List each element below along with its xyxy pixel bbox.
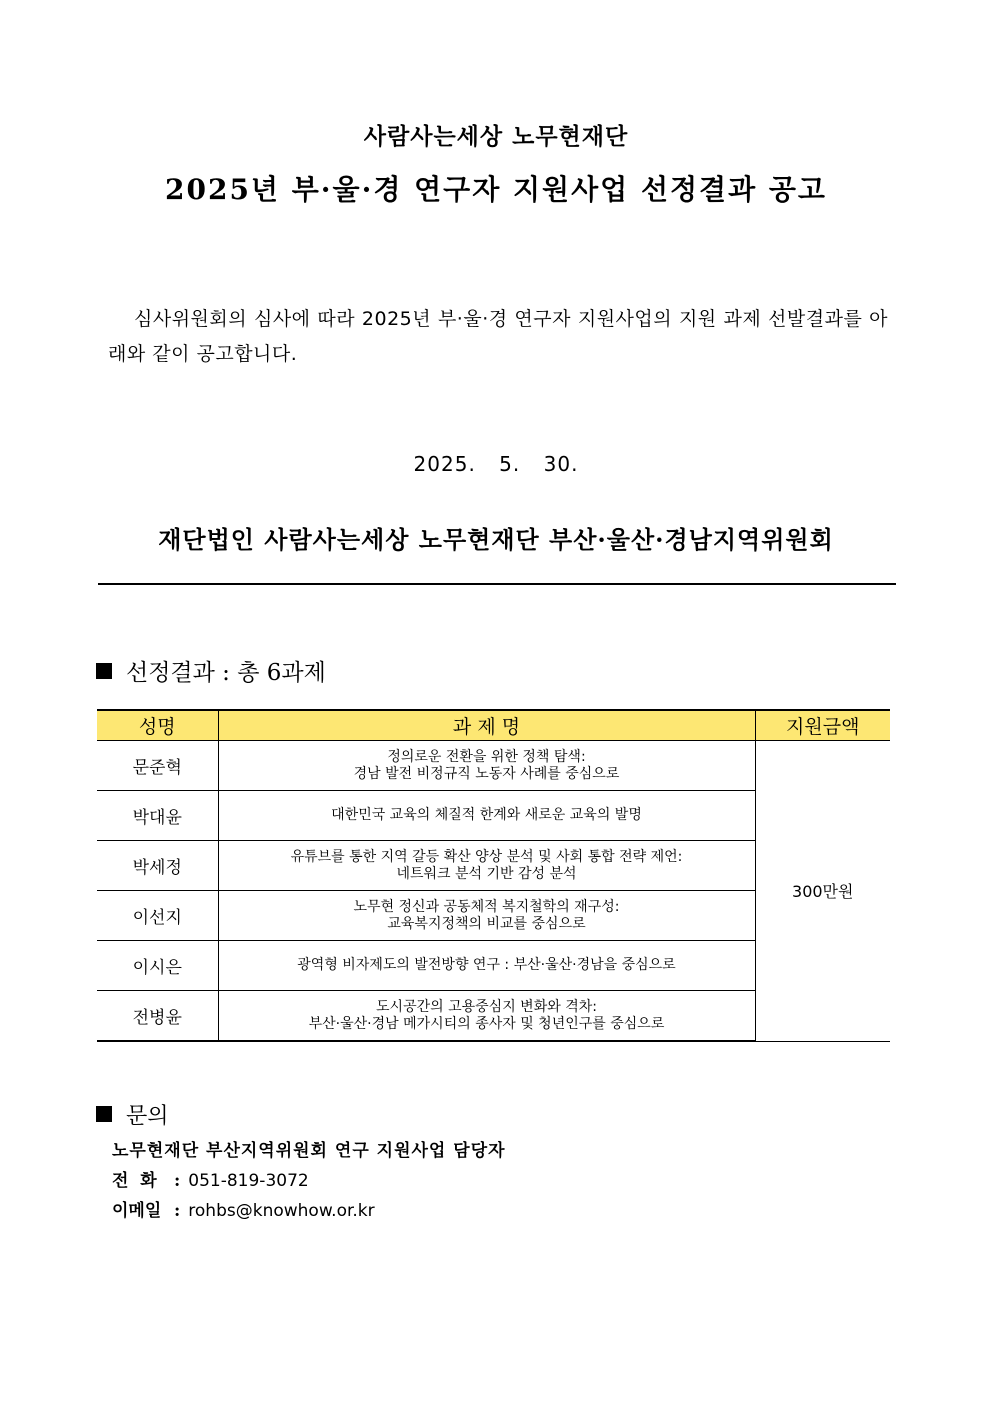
date-month: 5. bbox=[499, 452, 521, 476]
column-header-amount: 지원금액 bbox=[755, 710, 890, 741]
topic-line: 유튜브를 통한 지역 갈등 확산 양상 분석 및 사회 통합 전략 제언: bbox=[290, 848, 683, 865]
divider-line bbox=[98, 583, 896, 585]
committee-name: 재단법인 사람사는세상 노무현재단 부산·울산·경남지역위원회 bbox=[158, 525, 834, 554]
contact-email-row bbox=[112, 1196, 375, 1221]
cell-topic bbox=[218, 991, 755, 1042]
result-table bbox=[97, 709, 890, 1042]
topic-line: 네트워크 분석 기반 감성 분석 bbox=[396, 865, 577, 882]
column-header-name: 성명 bbox=[97, 710, 218, 741]
column-header-topic: 과 제 명 bbox=[218, 710, 755, 741]
contact-phone-row bbox=[112, 1166, 309, 1191]
contact-team: 노무현재단 부산지역위원회 연구 지원사업 담당자 bbox=[112, 1141, 506, 1161]
email-separator: : bbox=[174, 1201, 181, 1221]
cell-name: 전병윤 bbox=[97, 991, 218, 1042]
topic-line: 경남 발전 비정규직 노동자 사례를 중심으로 bbox=[353, 765, 620, 782]
square-bullet-icon bbox=[96, 1106, 112, 1122]
topic-line: 부산·울산·경남 메가시티의 종사자 및 청년인구를 중심으로 bbox=[308, 1015, 665, 1032]
cell-topic bbox=[218, 841, 755, 891]
result-heading-text: 선정결과 : 총 6과제 bbox=[126, 660, 326, 686]
contact-heading-text: 문의 bbox=[126, 1104, 169, 1129]
cell-name: 이시은 bbox=[97, 941, 218, 991]
date-year: 2025. bbox=[413, 452, 476, 476]
phone-number: 051-819-3072 bbox=[188, 1171, 309, 1191]
table-header-row bbox=[97, 710, 890, 741]
topic-line: 정의로운 전환을 위한 정책 탐색: bbox=[387, 748, 586, 765]
cell-name: 박세정 bbox=[97, 841, 218, 891]
org-name: 사람사는세상 노무현재단 bbox=[363, 123, 629, 150]
cell-topic bbox=[218, 741, 755, 791]
page-title: 2025년 부·울·경 연구자 지원사업 선정결과 공고 bbox=[165, 173, 827, 206]
cell-topic bbox=[218, 791, 755, 841]
contact-section-heading bbox=[96, 1099, 169, 1130]
topic-line: 노무현 정신과 공동체적 복지철학의 재구성: bbox=[353, 898, 620, 915]
topic-line: 도시공간의 고용중심지 변화와 격차: bbox=[376, 998, 597, 1015]
phone-label: 전 화 bbox=[112, 1171, 157, 1191]
topic-line: 대한민국 교육의 체질적 한계와 새로운 교육의 발명 bbox=[331, 807, 642, 823]
cell-name: 문준혁 bbox=[97, 741, 218, 791]
cell-name: 박대윤 bbox=[97, 791, 218, 841]
square-bullet-icon bbox=[96, 663, 112, 679]
topic-line: 교육복지정책의 비교를 중심으로 bbox=[387, 915, 586, 932]
announcement-date bbox=[0, 452, 992, 476]
date-day: 30. bbox=[543, 452, 579, 476]
email-label: 이메일 bbox=[112, 1201, 162, 1221]
cell-topic bbox=[218, 891, 755, 941]
phone-separator: : bbox=[174, 1171, 181, 1191]
cell-topic bbox=[218, 941, 755, 991]
result-section-heading bbox=[96, 654, 326, 687]
cell-amount: 300만원 bbox=[755, 741, 890, 1042]
cell-name: 이선지 bbox=[97, 891, 218, 941]
intro-paragraph: 심사위원회의 심사에 따라 2025년 부·울·경 연구자 지원사업의 지원 과제 선발결과를 아래와 같이 공고합니다. bbox=[108, 308, 888, 365]
topic-line: 광역형 비자제도의 발전방향 연구 : 부산·울산·경남을 중심으로 bbox=[297, 957, 676, 973]
email-address: rohbs@knowhow.or.kr bbox=[188, 1201, 375, 1221]
table-row bbox=[97, 741, 890, 791]
